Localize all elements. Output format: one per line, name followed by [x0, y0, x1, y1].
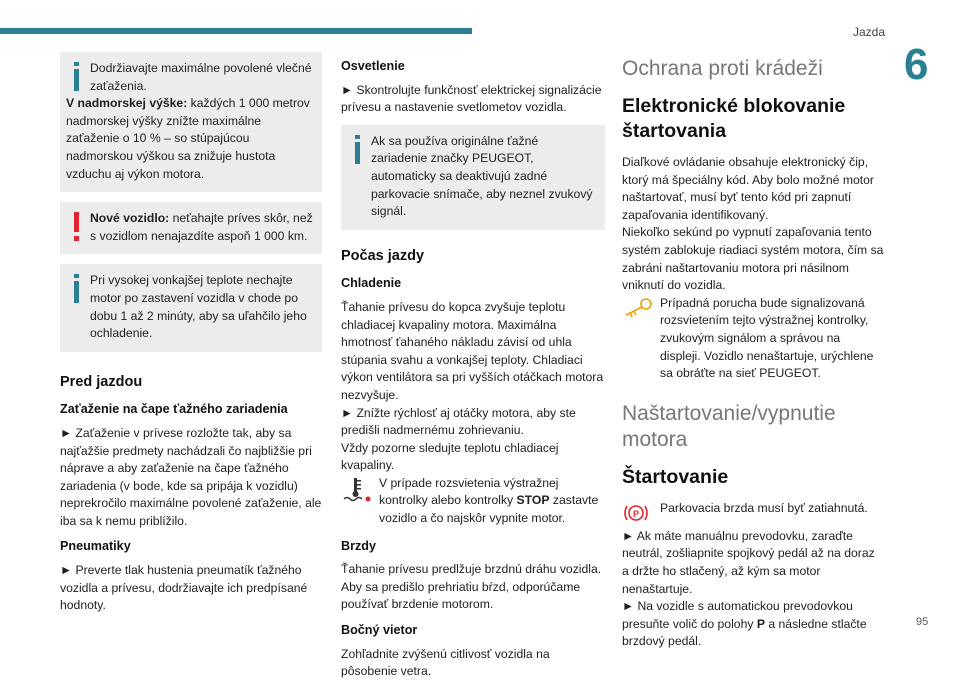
- heading-starting: Štartovanie: [622, 465, 729, 488]
- heading-theft-protection: Ochrana proti krádeži: [622, 57, 823, 80]
- chapter-number: 6: [904, 40, 929, 89]
- coolant-warning: [341, 475, 605, 528]
- heading-hitch-load: Zaťaženie na čape ťažného zariadenia: [60, 402, 288, 417]
- column-middle: [341, 52, 605, 689]
- note-body: Pri vysokej vonkajšej teplote nechajte motor po zastavení vozidla v chode po dobu 1 až 2 minúty, aby sa uľahčilo jeho ochladenie.: [90, 273, 307, 341]
- heading-start-stop: Naštartovanie/vypnutie motora: [622, 401, 836, 451]
- paragraph-immobiliser-warning: Prípadná porucha bude signalizovaná rozsvietením tejto výstražnej kontrolky, zvukovým signálom a správou na displeji. Vozidlo nenaštartuje, urýchlene sa obráťte na sieť PEUGEOT.: [660, 295, 874, 381]
- parking-brake-icon: [622, 502, 650, 524]
- paragraph-lighting: ► Skontrolujte funkčnosť elektrickej signalizácie prívesu a nastavenie svetlometov vozidla.: [341, 82, 602, 115]
- paragraph-cooling-2: ► Znížte rýchlosť aj otáčky motora, aby ste predišli nadmernému zohrievaniu.: [341, 405, 576, 438]
- svg-text:P: P: [632, 508, 640, 519]
- info-icon: [70, 60, 84, 96]
- paragraph-manual-gearbox: ► Ak máte manuálnu prevodovku, zaraďte neutrál, zošliapnite spojkový pedál až na doraz a držte ho stlačený, až kým sa motor nenaštartuje.: [622, 528, 875, 596]
- warning-exclamation-icon: [70, 210, 84, 246]
- paragraph-brakes: Ťahanie prívesu predlžuje brzdnú dráhu vozidla. Aby sa predišlo prehriatiu bŕzd, odporúčame používať brzdenie motorom.: [341, 562, 602, 612]
- section-title: Jazda: [853, 25, 886, 39]
- paragraph-hitch-load: ► Zaťaženie v prívese rozložte tak, aby sa najťažšie predmety nachádzali čo najbližšie pri náprave a aby zaťaženie na čape ťažného zariadenia (v bode, kde sa pripája k vozidlu) neprekročilo maximálne povolené zaťaženie, ale iba sa k nemu priblížilo.: [60, 425, 322, 528]
- info-note-towing-load: [60, 52, 322, 192]
- note-lead: Dodržiavajte maximálne povolené vlečné zaťaženia.: [90, 61, 312, 93]
- note-body: Nové vozidlo: neťahajte príves skôr, než s vozidlom nenajazdíte aspoň 1 000 km.: [90, 211, 313, 243]
- heading-lighting: Osvetlenie: [341, 59, 405, 73]
- warning-note-new-vehicle: [60, 202, 322, 254]
- paragraph-immobiliser-1: Diaľkové ovládanie obsahuje elektronický čip, ktorý má špeciálny kód. Aby bolo možné motor naštartovať, musí byť tento kód pri zapnutí zapaľovania identifikovaný.: [622, 155, 874, 222]
- heading-immobiliser: Elektronické blokovanie štartovania: [622, 95, 846, 142]
- column-left: [60, 52, 322, 623]
- paragraph-immobiliser-2: Niekoľko sekúnd po vypnutí zapaľovania tento systém zablokuje riadiaci systém motora, čím sa zabráni naštartovaniu motora pri násilnom vniknutí do vozidla.: [622, 225, 884, 293]
- info-note-parking-sensors: [341, 125, 605, 230]
- paragraph-coolant-warning: V prípade rozsvietenia výstražnej kontrolky alebo kontrolky STOP zastavte vozidlo a čo najskôr vypnite motor.: [379, 475, 599, 526]
- note-body: Ak sa používa originálne ťažné zariadenie značky PEUGEOT, automaticky sa deaktivujú zadné parkovacie snímače, aby neznel zvukový signál.: [371, 133, 593, 219]
- paragraph-crosswind: Zohľadnite zvýšenú citlivosť vozidla na pôsobenie vetra.: [341, 646, 550, 679]
- coolant-temperature-icon: [341, 477, 371, 503]
- paragraph-cooling-3: Vždy pozorne sledujte teplotu chladiacej kvapaliny.: [341, 440, 559, 473]
- page-number: 95: [916, 616, 929, 628]
- heading-brakes: Brzdy: [341, 538, 376, 553]
- heading-before-driving: Pred jazdou: [60, 373, 143, 390]
- info-icon: [70, 272, 84, 308]
- immobiliser-warning: [622, 295, 884, 383]
- heading-tyres: Pneumatiky: [60, 539, 131, 554]
- key-warning-icon: [622, 297, 654, 319]
- heading-crosswind: Bočný vietor: [341, 623, 418, 638]
- column-right: [622, 52, 884, 651]
- paragraph-parking-brake: Parkovacia brzda musí byť zatiahnutá.: [660, 500, 868, 515]
- paragraph-tyres: ► Preverte tlak hustenia pneumatík ťažného vozidla a prívesu, dodržiavajte ich predpísané hodnoty.: [60, 563, 308, 613]
- info-note-high-temperature: [60, 264, 322, 351]
- heading-cooling: Chladenie: [341, 276, 402, 291]
- info-icon: [351, 133, 365, 169]
- note-body: V nadmorskej výške: každých 1 000 metrov nadmorskej výšky znížte maximálne zaťaženie o 10 % – so stúpajúcou nadmorskou výškou sa znižuje hustota vzduchu aj výkon motora.: [66, 96, 310, 181]
- heading-while-driving: Počas jazdy: [341, 247, 425, 264]
- paragraph-automatic-gearbox: ► Na vozidle s automatickou prevodovkou presuňte volič do polohy P a následne stlačte brzdový pedál.: [622, 599, 867, 649]
- paragraph-cooling-1: Ťahanie prívesu do kopca zvyšuje teplotu chladiacej kvapaliny motora. Maximálna hmotnosť ťahaného nákladu závisí od uhla stúpania svahu a vonkajšej teploty. Chladiaci výkon ventilátora sa pri vyšších otáčkach motora nezvyšuje.: [341, 299, 604, 402]
- top-accent-bar: [0, 28, 472, 34]
- parking-brake-warning: [622, 500, 884, 528]
